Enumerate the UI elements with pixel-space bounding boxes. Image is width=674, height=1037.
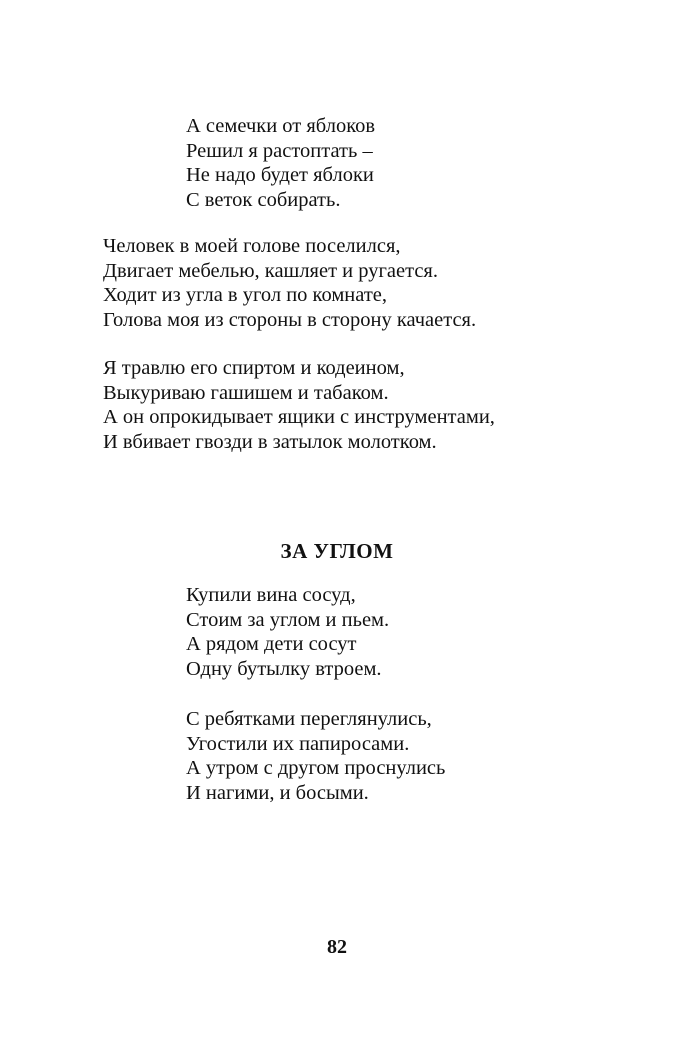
poem-stanza	[103, 234, 476, 332]
poem-line: А семечки от яблоков	[186, 115, 376, 137]
poem-title: ЗА УГЛОМ	[280, 539, 394, 563]
poem-line: И вбивает гвозди в затылок молотком.	[103, 430, 437, 453]
poem-line: С веток собирать.	[186, 188, 341, 211]
poem-line: А рядом дети сосут	[186, 633, 357, 656]
poem-stanza	[103, 356, 495, 454]
poem-line: Не надо будет яблоки	[186, 164, 374, 187]
poem-line: Выкуриваю гашишем и табаком.	[103, 381, 389, 404]
poem-stanza	[186, 114, 375, 212]
poem-line: Купили вина сосуд,	[186, 584, 356, 606]
poem-line: А утром с другом проснулись	[186, 757, 446, 780]
page-number: 82	[327, 936, 347, 958]
poem-line: Угостили их папиросами.	[186, 732, 410, 755]
poem-line: И нагими, и босыми.	[186, 781, 369, 804]
poem-line: Голова моя из стороны в сторону качается.	[103, 308, 477, 331]
poem-line: Человек в моей голове поселился,	[103, 235, 401, 257]
poem-line: А он опрокидывает ящики с инструментами,	[103, 406, 495, 429]
poem-line: Одну бутылку втроем.	[186, 657, 382, 680]
poem-stanza	[186, 707, 445, 805]
poem-stanza	[186, 583, 389, 681]
poem-line: Стоим за углом и пьем.	[186, 608, 390, 631]
poem-line: Я травлю его спиртом и кодеином,	[103, 357, 405, 379]
poem-line: Ходит из угла в угол по комнате,	[103, 284, 388, 307]
poem-line: Двигает мебелью, кашляет и ругается.	[103, 259, 438, 282]
poem-line: Решил я растоптать –	[186, 139, 373, 162]
poem-line: С ребятками переглянулись,	[186, 708, 432, 730]
